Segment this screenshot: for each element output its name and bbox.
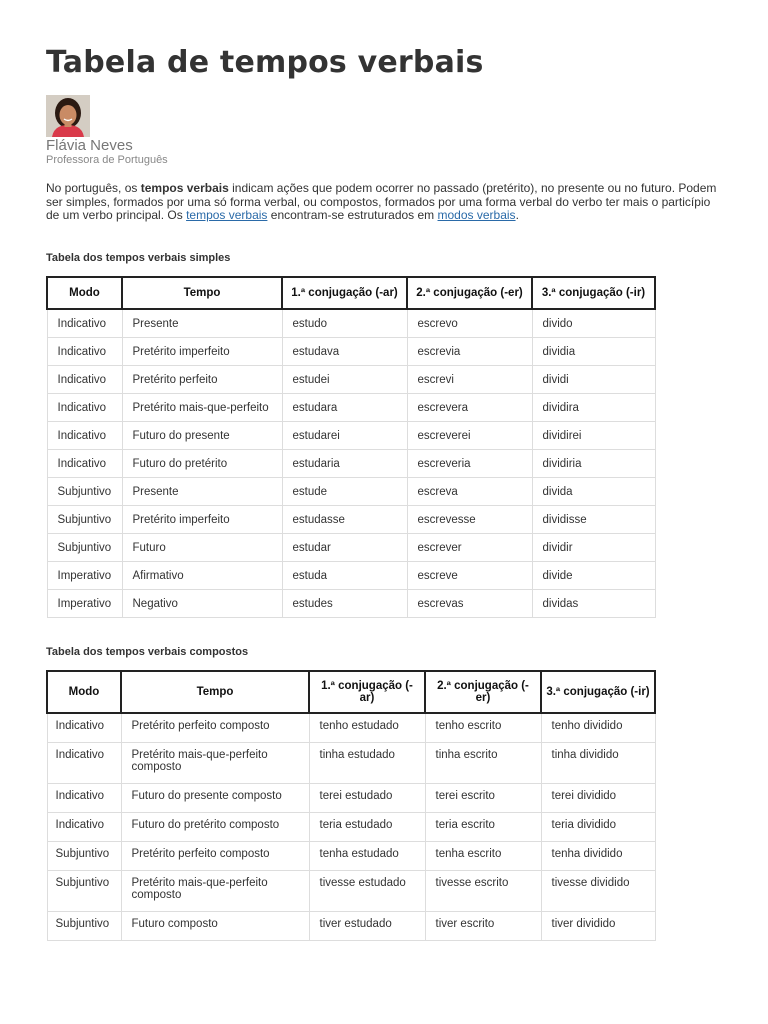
cell-tempo: Pretérito mais-que-perfeito [122, 394, 282, 422]
cell-tempo: Futuro composto [121, 912, 309, 941]
intro-text: encontram-se estruturados em [267, 208, 438, 222]
page-title: Tabela de tempos verbais [46, 45, 484, 80]
cell-conj1: tivesse estudado [309, 871, 425, 912]
cell-tempo: Futuro do pretérito [122, 450, 282, 478]
cell-conj3: tenho dividido [541, 713, 655, 743]
cell-conj3: tenha dividido [541, 842, 655, 871]
header-conj2: 2.ª conjugação (-er) [425, 671, 541, 713]
compound-table-title: Tabela dos tempos verbais compostos [46, 646, 249, 658]
table-row [47, 309, 655, 338]
table-row [47, 912, 655, 941]
cell-conj3: dividir [532, 534, 655, 562]
cell-modo: Subjuntivo [47, 534, 122, 562]
intro-text: indicam ações que podem ocorrer no passado (pretérito), no presente ou no futuro. Podem ser simples, formados por uma só forma verbal, ou compostos, formados por uma forma verbal do verbo ter mais o particípio de um verbo principal. Os [46, 181, 717, 222]
table-row [47, 842, 655, 871]
header-modo: Modo [47, 277, 122, 309]
cell-conj2: escreverei [407, 422, 532, 450]
cell-conj3: dividirei [532, 422, 655, 450]
cell-tempo: Presente [122, 309, 282, 338]
cell-conj1: tiver estudado [309, 912, 425, 941]
header-conj1: 1.ª conjugação (-ar) [282, 277, 407, 309]
cell-conj2: escreve [407, 562, 532, 590]
cell-conj2: escrevas [407, 590, 532, 618]
cell-conj2: teria escrito [425, 813, 541, 842]
cell-conj3: dividia [532, 338, 655, 366]
header-modo: Modo [47, 671, 121, 713]
cell-conj2: tenha escrito [425, 842, 541, 871]
cell-conj1: estudasse [282, 506, 407, 534]
cell-modo: Subjuntivo [47, 506, 122, 534]
cell-modo: Subjuntivo [47, 871, 121, 912]
table-row [47, 743, 655, 784]
author-avatar [46, 95, 90, 137]
cell-conj2: tiver escrito [425, 912, 541, 941]
cell-tempo: Pretérito perfeito composto [121, 842, 309, 871]
cell-tempo: Futuro do presente composto [121, 784, 309, 813]
cell-modo: Indicativo [47, 743, 121, 784]
header-conj1: 1.ª conjugação (-ar) [309, 671, 425, 713]
table-row [47, 506, 655, 534]
cell-conj1: estude [282, 478, 407, 506]
cell-tempo: Pretérito perfeito [122, 366, 282, 394]
cell-conj1: estudei [282, 366, 407, 394]
table-row [47, 871, 655, 912]
cell-modo: Subjuntivo [47, 478, 122, 506]
table-row [47, 784, 655, 813]
link-tempos-verbais[interactable]: tempos verbais [186, 208, 268, 222]
cell-conj3: tiver dividido [541, 912, 655, 941]
cell-modo: Indicativo [47, 813, 121, 842]
cell-conj1: estuda [282, 562, 407, 590]
cell-conj1: terei estudado [309, 784, 425, 813]
cell-tempo: Afirmativo [122, 562, 282, 590]
header-conj3: 3.ª conjugação (-ir) [532, 277, 655, 309]
cell-conj3: divido [532, 309, 655, 338]
cell-conj2: escrevera [407, 394, 532, 422]
cell-modo: Indicativo [47, 366, 122, 394]
cell-conj2: escrevo [407, 309, 532, 338]
cell-tempo: Pretérito mais-que-perfeito composto [121, 743, 309, 784]
cell-conj1: estudava [282, 338, 407, 366]
cell-modo: Indicativo [47, 422, 122, 450]
table-row [47, 366, 655, 394]
header-tempo: Tempo [122, 277, 282, 309]
table-row [47, 713, 655, 743]
cell-conj1: teria estudado [309, 813, 425, 842]
table-row [47, 562, 655, 590]
cell-conj1: estudara [282, 394, 407, 422]
cell-modo: Imperativo [47, 562, 122, 590]
cell-tempo: Negativo [122, 590, 282, 618]
table-row [47, 338, 655, 366]
cell-modo: Imperativo [47, 590, 122, 618]
header-conj2: 2.ª conjugação (-er) [407, 277, 532, 309]
cell-conj3: tinha dividido [541, 743, 655, 784]
cell-conj3: dividiria [532, 450, 655, 478]
table-header-row [47, 277, 655, 309]
author-role: Professora de Português [46, 154, 168, 166]
cell-conj2: escrevi [407, 366, 532, 394]
cell-conj3: terei dividido [541, 784, 655, 813]
table-row [47, 590, 655, 618]
table-row [47, 813, 655, 842]
cell-modo: Indicativo [47, 394, 122, 422]
cell-conj3: divide [532, 562, 655, 590]
intro-bold-term: tempos verbais [140, 181, 229, 195]
cell-conj1: tenha estudado [309, 842, 425, 871]
table-row [47, 478, 655, 506]
cell-tempo: Presente [122, 478, 282, 506]
link-modos-verbais[interactable]: modos verbais [437, 208, 516, 222]
intro-text: No português, os [46, 181, 141, 195]
header-conj3: 3.ª conjugação (-ir) [541, 671, 655, 713]
cell-conj3: dividisse [532, 506, 655, 534]
intro-paragraph [46, 182, 726, 223]
cell-modo: Subjuntivo [47, 912, 121, 941]
cell-conj1: estudarei [282, 422, 407, 450]
cell-modo: Indicativo [47, 338, 122, 366]
compound-tenses-table [46, 670, 656, 941]
cell-modo: Indicativo [47, 713, 121, 743]
author-name: Flávia Neves [46, 137, 133, 154]
table-row [47, 450, 655, 478]
cell-tempo: Pretérito imperfeito [122, 338, 282, 366]
cell-conj2: escrevia [407, 338, 532, 366]
author-photo-icon [46, 95, 90, 137]
cell-conj2: escrevesse [407, 506, 532, 534]
cell-tempo: Pretérito imperfeito [122, 506, 282, 534]
table-row [47, 422, 655, 450]
intro-text: . [515, 208, 519, 222]
cell-conj2: escrever [407, 534, 532, 562]
cell-tempo: Pretérito perfeito composto [121, 713, 309, 743]
cell-tempo: Futuro [122, 534, 282, 562]
cell-tempo: Futuro do pretérito composto [121, 813, 309, 842]
cell-conj3: divida [532, 478, 655, 506]
cell-conj1: tenho estudado [309, 713, 425, 743]
cell-conj1: estudaria [282, 450, 407, 478]
cell-conj2: escreva [407, 478, 532, 506]
cell-modo: Subjuntivo [47, 842, 121, 871]
cell-conj3: dividas [532, 590, 655, 618]
cell-conj1: estudo [282, 309, 407, 338]
cell-conj1: tinha estudado [309, 743, 425, 784]
cell-conj3: teria dividido [541, 813, 655, 842]
cell-conj3: tivesse dividido [541, 871, 655, 912]
cell-modo: Indicativo [47, 784, 121, 813]
cell-tempo: Pretérito mais-que-perfeito composto [121, 871, 309, 912]
cell-conj2: tinha escrito [425, 743, 541, 784]
cell-conj2: tivesse escrito [425, 871, 541, 912]
cell-conj3: dividira [532, 394, 655, 422]
cell-conj2: terei escrito [425, 784, 541, 813]
table-header-row [47, 671, 655, 713]
cell-tempo: Futuro do presente [122, 422, 282, 450]
cell-conj3: dividi [532, 366, 655, 394]
table-row [47, 534, 655, 562]
simple-tenses-table [46, 276, 656, 618]
cell-modo: Indicativo [47, 309, 122, 338]
cell-conj1: estudes [282, 590, 407, 618]
cell-conj1: estudar [282, 534, 407, 562]
cell-conj2: escreveria [407, 450, 532, 478]
cell-modo: Indicativo [47, 450, 122, 478]
cell-conj2: tenho escrito [425, 713, 541, 743]
simple-table-title: Tabela dos tempos verbais simples [46, 252, 231, 264]
table-row [47, 394, 655, 422]
header-tempo: Tempo [121, 671, 309, 713]
